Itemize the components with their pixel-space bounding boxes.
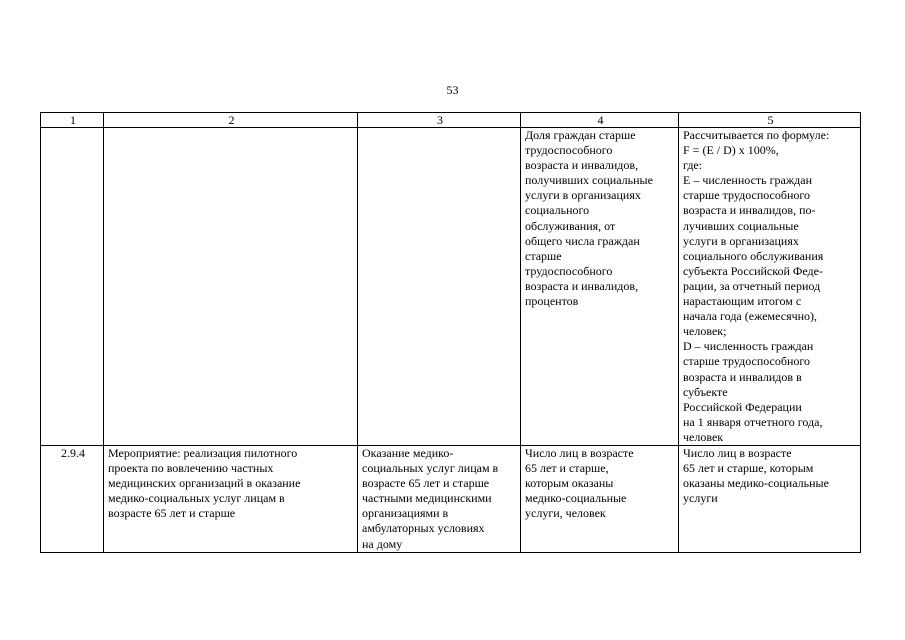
column-header-2: 2	[104, 113, 358, 128]
result-cell	[358, 128, 521, 446]
column-header-4: 4	[521, 113, 679, 128]
column-header-3: 3	[358, 113, 521, 128]
table-row	[41, 128, 861, 446]
method-cell: Число лиц в возрасте 65 лет и старше, которым оказаны медико-социальные услуги	[679, 445, 861, 552]
result-cell: Оказание медико- социальных услуг лицам в возрасте 65 лет и старше частными медицинскими организациями в амбулаторных условиях на дому	[358, 445, 521, 552]
method-cell: Рассчитывается по формуле: F = (E / D) x 100%, где: E – численность граждан старше трудоспособного возраста и инвалидов, по- лучивших социальные услуги в организациях социального обслуживания субъекта Российской Феде- рации, за отчетный период нарастающим итогом с начала года (ежемесячно), человек; D – численность граждан старше трудоспособного возраста и инвалидов в субъекте Российской Федерации на 1 января отчетного года, человек	[679, 128, 861, 446]
indicator-table	[40, 112, 861, 553]
indicator-cell: Доля граждан старше трудоспособного возраста и инвалидов, получивших социальные услуги в организациях социального обслуживания, от общего числа граждан старше трудоспособного возраста и инвалидов, процентов	[521, 128, 679, 446]
row-number-cell	[41, 128, 104, 446]
indicator-cell: Число лиц в возрасте 65 лет и старше, которым оказаны медико-социальные услуги, человек	[521, 445, 679, 552]
table-row	[41, 445, 861, 552]
measure-cell	[104, 128, 358, 446]
table-header-row	[41, 113, 861, 128]
column-header-1: 1	[41, 113, 104, 128]
page-number: 53	[446, 83, 459, 97]
measure-cell: Мероприятие: реализация пилотного проекта по вовлечению частных медицинских организаций в оказание медико-социальных услуг лицам в возрасте 65 лет и старше	[104, 445, 358, 552]
column-header-5: 5	[679, 113, 861, 128]
row-number-cell: 2.9.4	[41, 445, 104, 552]
